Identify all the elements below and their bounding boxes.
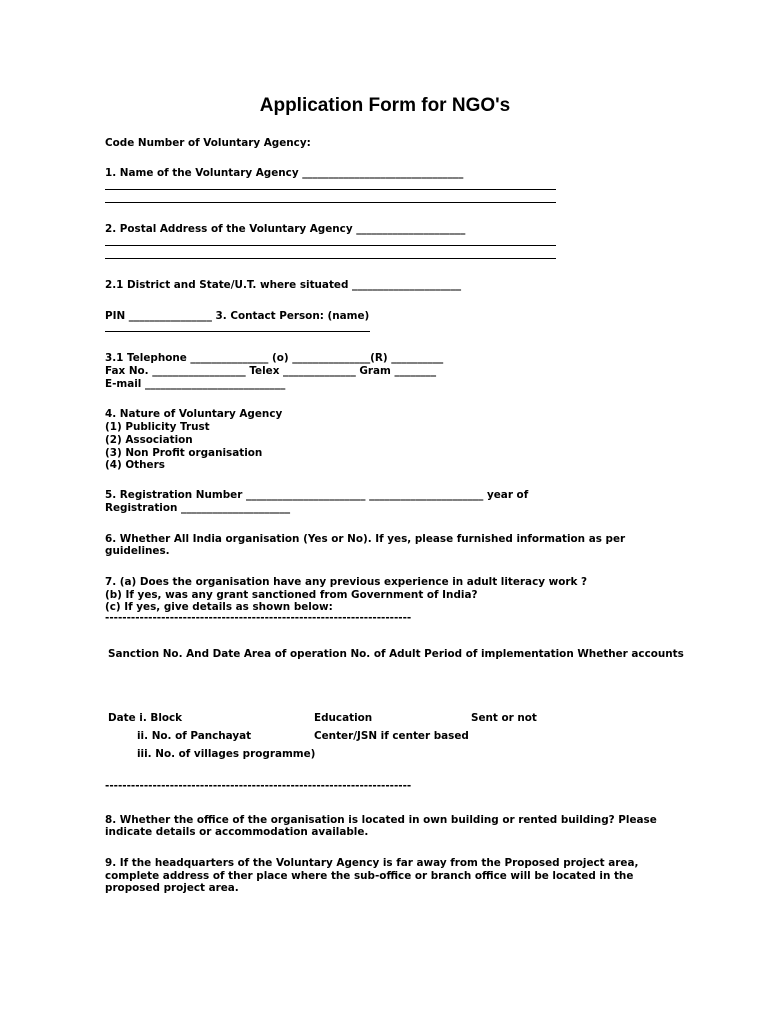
table-date-block: Date i. Block xyxy=(108,712,183,724)
experience-question-c: (c) If yes, give details as shown below: xyxy=(105,601,333,613)
table-villages: iii. No. of villages programme) xyxy=(137,748,316,760)
office-building-question: 8. Whether the office of the organisation is located in own building or rented building? Please xyxy=(105,814,657,826)
registration-number-label: 5. Registration Number _______________________ ______________________ year of xyxy=(105,489,529,501)
code-number-label: Code Number of Voluntary Agency: xyxy=(105,137,311,149)
headquarters-question-cont: complete address of ther place where the sub-office or branch office will be located in the xyxy=(105,870,634,882)
pin-contact-label: PIN ________________ 3. Contact Person: (name) xyxy=(105,310,370,322)
telephone-label: 3.1 Telephone _______________ (o) _______________(R) __________ xyxy=(105,352,444,364)
experience-question-a: 7. (a) Does the organisation have any previous experience in adult literacy work ? xyxy=(105,576,588,588)
table-panchayat: ii. No. of Panchayat xyxy=(137,730,252,742)
table-sent-or-not: Sent or not xyxy=(471,712,537,724)
nature-of-agency-heading: 4. Nature of Voluntary Agency xyxy=(105,408,283,420)
registration-year-label: Registration _____________________ xyxy=(105,502,291,514)
office-building-question-cont: indicate details or accommodation available. xyxy=(105,826,369,838)
nature-option: (4) Others xyxy=(105,459,165,471)
table-header-row: Sanction No. And Date Area of operation No. of Adult Period of implementation Whether accounts xyxy=(108,648,684,660)
postal-address-line-2[interactable] xyxy=(105,258,556,259)
headquarters-question: 9. If the headquarters of the Voluntary Agency is far away from the Proposed project area, xyxy=(105,857,639,869)
agency-name-label: 1. Name of the Voluntary Agency _______________________________ xyxy=(105,167,464,179)
page-title: Application Form for NGO's xyxy=(259,95,511,116)
agency-name-line-1[interactable] xyxy=(105,189,556,190)
postal-address-line-1[interactable] xyxy=(105,245,556,246)
dashed-separator: ----------------------------------------------------------------------- xyxy=(105,612,412,624)
fax-telex-gram-label: Fax No. __________________ Telex ______________ Gram ________ xyxy=(105,365,437,377)
contact-person-line[interactable] xyxy=(105,331,370,332)
district-state-label: 2.1 District and State/U.T. where situated _____________________ xyxy=(105,279,462,291)
table-education: Education xyxy=(314,712,373,724)
table-center-jsn: Center/JSN if center based xyxy=(314,730,469,742)
headquarters-question-end: proposed project area. xyxy=(105,882,239,894)
postal-address-label: 2. Postal Address of the Voluntary Agency _____________________ xyxy=(105,223,466,235)
dashed-separator: ----------------------------------------------------------------------- xyxy=(105,780,412,792)
experience-question-b: (b) If yes, was any grant sanctioned from Government of India? xyxy=(105,589,478,601)
nature-option: (3) Non Profit organisation xyxy=(105,447,263,459)
agency-name-line-2[interactable] xyxy=(105,202,556,203)
all-india-question-cont: guidelines. xyxy=(105,545,170,557)
nature-option: (2) Association xyxy=(105,434,193,446)
nature-option: (1) Publicity Trust xyxy=(105,421,210,433)
all-india-question: 6. Whether All India organisation (Yes or No). If yes, please furnished information as per xyxy=(105,533,626,545)
email-label: E-mail ___________________________ xyxy=(105,378,286,390)
